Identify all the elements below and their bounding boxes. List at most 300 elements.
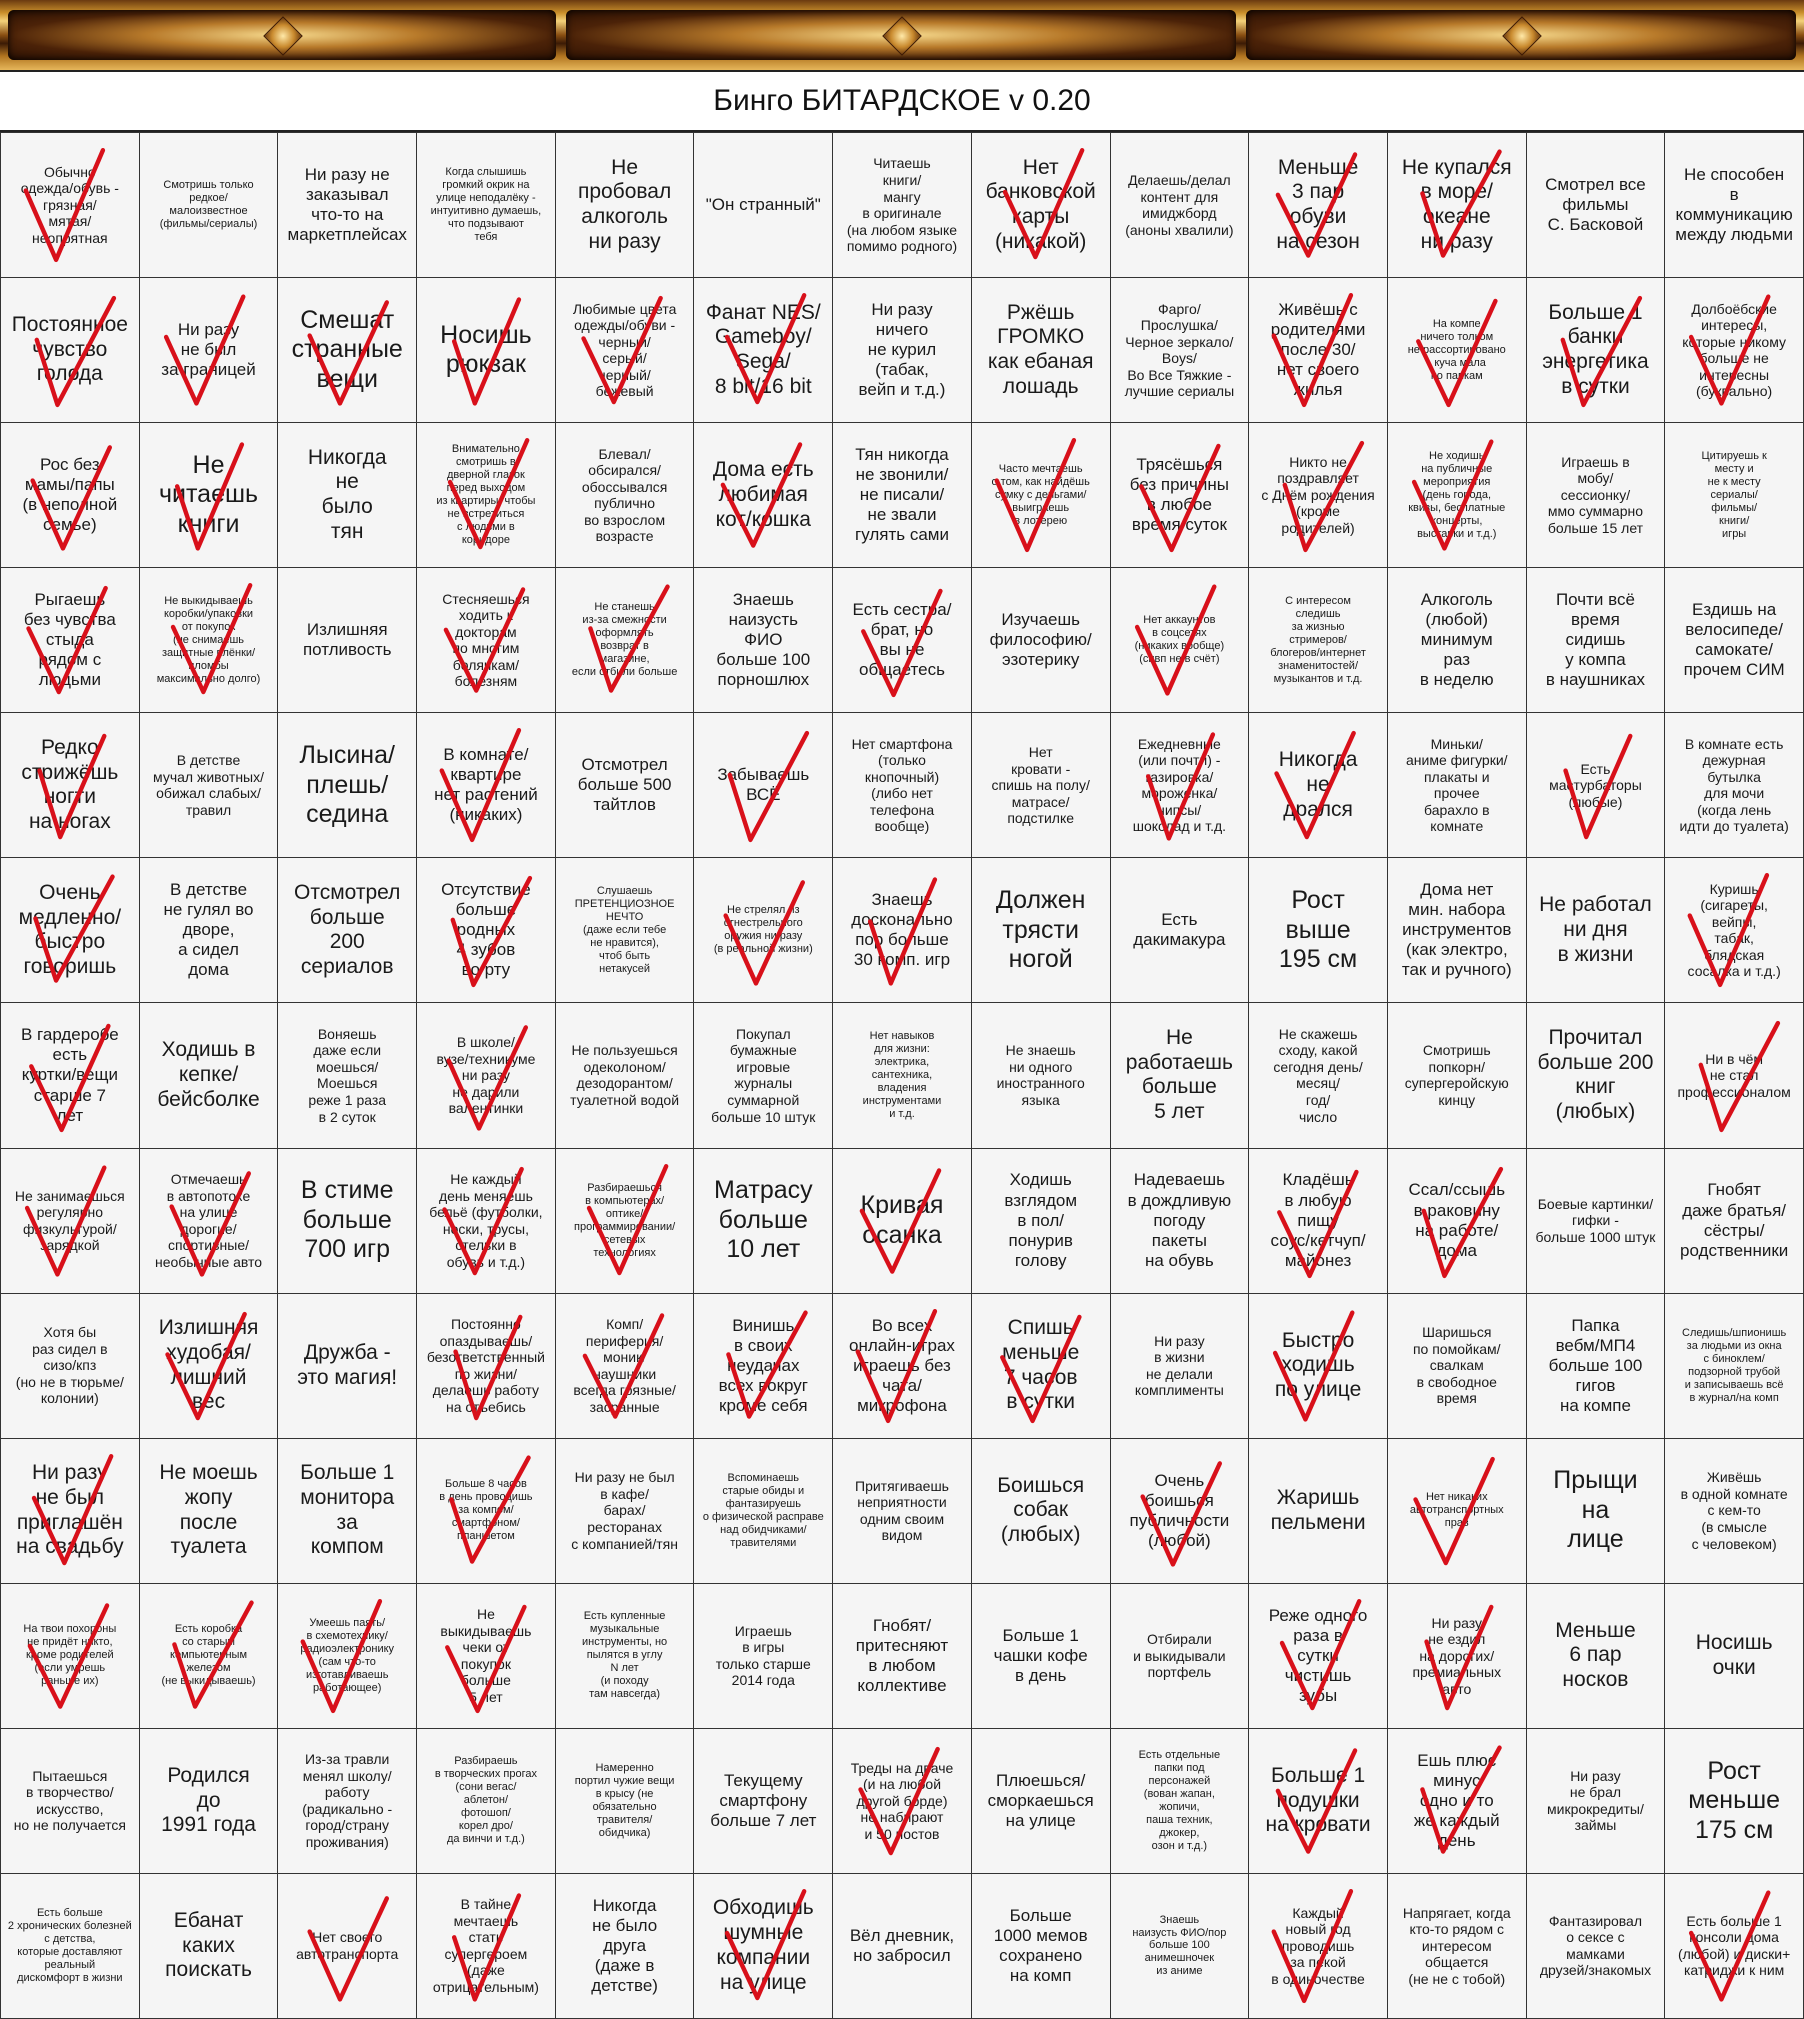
bingo-cell[interactable] [1111,133,1250,278]
bingo-cell[interactable] [1111,1874,1250,2019]
bingo-cell-text: Фанат NES/ Gameboy/ Sega/ 8 bit/16 bit [705,300,821,398]
bingo-cell-text: Прыщи на лице [1553,1466,1638,1554]
bingo-cell[interactable] [694,1149,833,1294]
bingo-cell[interactable] [1388,133,1527,278]
decorative-banner [0,0,1804,70]
bingo-cell[interactable] [556,133,695,278]
bingo-cell[interactable] [833,1439,972,1584]
bingo-cell-text: Ни разу ничего не курил (табак, вейп и т.д.) [858,299,946,400]
bingo-cell[interactable] [833,278,972,423]
bingo-cell[interactable] [1,1294,140,1439]
bingo-cell[interactable] [1,1729,140,1874]
bingo-cell[interactable] [1111,1149,1250,1294]
bingo-cell-text: Рыгаешь без чувства стыда рядом с людьми [23,590,116,690]
bingo-cell[interactable] [1,713,140,858]
bingo-cell[interactable] [972,568,1111,713]
bingo-cell-text: Не моешь жопу после туалета [159,1461,258,1559]
bingo-cell-text: Ни разу не был за границей [161,320,256,380]
bingo-cell[interactable] [140,858,279,1003]
bingo-cell[interactable] [278,1003,417,1148]
bingo-cell[interactable] [417,1294,556,1439]
bingo-cell-text: Намеренно портил чужие вещи в крысу (не обязательно травителя/ обидчика) [574,1761,675,1839]
bingo-cell[interactable] [278,1439,417,1584]
bingo-cell[interactable] [1249,1439,1388,1584]
bingo-cell-text: Разбираешь в творческих прогах (сони вегас/ аблетон/ фотошоп/ корел дро/ да винчи и т.д.) [434,1755,537,1846]
bingo-cell[interactable] [1388,1874,1527,2019]
bingo-cell[interactable] [833,423,972,568]
bingo-cell-text: Боишься собак (любых) [997,1473,1085,1547]
bingo-cell[interactable] [1111,1729,1250,1874]
bingo-cell-text: Пытаешься в творчество/ искусство, но не получается [13,1767,126,1834]
bingo-cell[interactable] [1665,278,1804,423]
bingo-cell-text: Дома нет мин. набора инструментов (как электро, так и ручного) [1401,880,1512,980]
bingo-cell[interactable] [1249,133,1388,278]
bingo-cell[interactable] [1249,423,1388,568]
bingo-cell[interactable] [417,1439,556,1584]
bingo-cell-text: Рост выше 195 см [1278,886,1358,974]
bingo-cell-text: Реже одного раза в сутки чистишь зубы [1268,1605,1368,1705]
bingo-cell[interactable] [417,1874,556,2019]
bingo-cell[interactable] [1665,1003,1804,1148]
bingo-cell[interactable] [278,278,417,423]
bingo-cell-text: Дружба - это магия! [297,1340,398,1389]
bingo-cell[interactable] [1665,1149,1804,1294]
bingo-cell-text: Спишь меньше 7 часов в сутки [1002,1316,1080,1414]
bingo-cell-text: Есть отдельные папки под персонажей (вован жапан, жопичи, паша техник, джокер, озон и т.д.) [1138,1749,1221,1852]
bingo-cell[interactable] [1,1149,140,1294]
bingo-cell[interactable] [833,1149,972,1294]
bingo-cell[interactable] [417,1003,556,1148]
bingo-cell-text: Не ходишь на публичные мероприятия (день города, квизы, бесплатные концерты, выставки и т.д.) [1408,449,1506,540]
bingo-cell-text: Больше 1 чашки кофе в день [993,1625,1088,1685]
bingo-cell-text: Не работаешь больше 5 лет [1125,1025,1233,1124]
bingo-cell[interactable] [1665,858,1804,1003]
bingo-cell[interactable] [972,133,1111,278]
bingo-cell[interactable] [694,133,833,278]
bingo-cell[interactable] [278,1729,417,1874]
bingo-cell[interactable] [833,858,972,1003]
bingo-cell-text: Следишь/шпионишь за людьми из окна с биноклем/ подзорной трубой и записываешь всё в журнал/на комп [1682,1326,1787,1404]
bingo-cell[interactable] [1527,858,1666,1003]
bingo-cell-text: На твои похороны не придёт никто, кроме родителей (если умрешь раньше их) [23,1623,117,1688]
bingo-cell-text: Из-за травли менял школу/ работу (радикально - город/страну проживания) [302,1751,393,1850]
bingo-cell-text: Матрасу больше 10 лет [713,1176,813,1264]
bingo-cell-text: Смотришь попкорн/ супергеройскую кинцу [1404,1042,1509,1108]
bingo-cell-text: В детстве не гулял во дворе, а сидел дома [163,880,254,980]
bingo-cell-text: Излишняя худобая/ лишний вес [158,1316,259,1414]
bingo-cell-text: Играешь в игры только старше 2014 года [715,1622,811,1689]
bingo-cell-text: Не купался в море/ океане ни разу [1401,155,1512,253]
bingo-cell[interactable] [1388,278,1527,423]
bingo-cell-text: Ежедневные (или почти) - газировка/ мороженка/ чипсы/ шоколад и т.д. [1132,735,1227,835]
bingo-cell[interactable] [140,1439,279,1584]
bingo-cell[interactable] [694,1003,833,1148]
bingo-cell[interactable] [1527,1439,1666,1584]
bingo-cell[interactable] [1249,713,1388,858]
bingo-cell-text: Плюешься/ сморкаешься на улице [987,1770,1094,1830]
bingo-cell[interactable] [1388,1729,1527,1874]
bingo-cell[interactable] [1388,1584,1527,1729]
bingo-cell[interactable] [972,713,1111,858]
bingo-cell-text: Должен трясти ногой [995,886,1086,974]
bingo-cell-text: Во всех онлайн-играх играешь без чата/ микрофона [849,1315,955,1415]
bingo-cell[interactable] [833,1729,972,1874]
bingo-cell[interactable] [1527,568,1666,713]
bingo-cell-text: Куришь (сигареты, вейпы, табак, блядская сосалка и т.д.) [1687,880,1781,980]
bingo-cell[interactable] [140,1729,279,1874]
bingo-cell-text: Больше 1000 мемов сохранено на комп [993,1905,1088,1985]
bingo-cell-text: Ржёшь ГРОМКО как ебаная лошадь [987,300,1094,398]
bingo-cell-text: Ни разу в жизни не делали комплименты [1134,1332,1224,1399]
bingo-cell-text: Фарго/ Прослушка/ Черное зеркало/ Boys/ Во Все Тяжкие - лучшие сериалы [1124,300,1235,400]
bingo-cell-text: Отбирали и выкидывали портфель [1133,1631,1226,1681]
bingo-cell[interactable] [833,133,972,278]
bingo-cell[interactable] [1,1874,140,2019]
bingo-cell-text: Отмечаешь в автопотоке на улице дорогие/ спортивные/ необычные авто [154,1171,263,1270]
bingo-cell-text: Не работал ни дня в жизни [1539,893,1652,966]
bingo-cell[interactable] [1249,1874,1388,2019]
bingo-cell[interactable] [556,423,695,568]
bingo-cell[interactable] [140,1584,279,1729]
bingo-cell-text: Ни разу не был приглашён на свадьбу [16,1461,124,1559]
bingo-cell[interactable] [140,1003,279,1148]
bingo-cell-text: Ебанат каких поискать [165,1908,252,1982]
bingo-cell[interactable] [1,858,140,1003]
bingo-cell-text: Цитируешь к месту и не к месту сериалы/ фильмы/ книги/ игры [1701,449,1767,540]
bingo-cell[interactable] [1388,1294,1527,1439]
bingo-cell[interactable] [1527,278,1666,423]
bingo-cell[interactable] [1665,1294,1804,1439]
bingo-cell-text: Притягиваешь неприятности одним своим видом [855,1477,949,1544]
bingo-cell-text: Очень медленно/ быстро говоришь [18,880,122,979]
bingo-cell-text: Воняешь даже если моешься/ Моешься реже 1 раза в 2 суток [308,1025,387,1125]
bingo-cell[interactable] [1527,1003,1666,1148]
bingo-cell[interactable] [556,278,695,423]
bingo-cell[interactable] [1665,1729,1804,1874]
bingo-cell[interactable] [556,858,695,1003]
bingo-cell-text: В школе/ вузе/техникуме ни разу не дарили валентинки [436,1034,536,1117]
bingo-cell-text: Никто не поздравляет с Днём рождения (кроме родителей) [1261,453,1375,536]
bingo-cell-text: Носишь рюкзак [440,320,532,379]
bingo-cell[interactable] [1388,858,1527,1003]
bingo-cell[interactable] [694,278,833,423]
bingo-cell[interactable] [278,713,417,858]
bingo-cell-text: Ездишь на велосипеде/ самокате/ прочем СИМ [1683,600,1785,680]
bingo-cell-text: Редко стрижёшь ногти на ногах [21,735,119,834]
bingo-cell-text: Стесняешься ходить к докторам по многим болячкам/ болезням [442,590,530,690]
bingo-cell-text: Внимательно смотришь в дверной глазок перед выходом из квартиры, чтобы не встретиться с людьми в коридоре [436,443,536,547]
bingo-cell[interactable] [1665,1874,1804,2019]
bingo-cell[interactable] [1,1439,140,1584]
bingo-cell-text: Часто мечтаешь о том, как найдёшь сумку с деньгами/ выиграешь в лотерею [991,462,1090,527]
bingo-cell-text: Лысина/ плешь/ седина [299,741,395,829]
bingo-cell[interactable] [278,423,417,568]
bingo-cell-text: Живёшь в одной комнате с кем-то (в смысле с человеком) [1680,1469,1788,1552]
bingo-cell[interactable] [140,1294,279,1439]
bingo-cell-text: "Он странный" [705,195,821,214]
bingo-cell-text: Тян никогда не звонили/ не писали/ не звали гулять сами [855,445,949,545]
bingo-cell-text: Есть купленные музыкальные инструменты, но пылятся в углу N лет (и походу там навсегда) [582,1610,668,1701]
bingo-cell[interactable] [1111,1439,1250,1584]
bingo-cell[interactable] [1111,1584,1250,1729]
bingo-cell[interactable] [556,1729,695,1874]
bingo-cell-text: Меньше 6 пар носков [1555,1618,1636,1692]
bingo-cell-text: Разбираешься в компьютерах/ оптике/ программировании/ сетевых технологиях [574,1181,676,1259]
bingo-cell-text: Играешь в мобу/ сессионку/ ммо суммарно больше 15 лет [1547,453,1644,536]
bingo-cell-text: Жаришь пельмени [1270,1485,1366,1534]
bingo-cell[interactable] [278,133,417,278]
bingo-cell-text: Быстро ходишь по улице [1274,1328,1362,1402]
bingo-cell[interactable] [140,713,279,858]
bingo-cell-text: Есть дакимакура [1133,910,1226,950]
bingo-cell[interactable] [694,1729,833,1874]
bingo-cell-text: Нет кровати - спишь на полу/ матрасе/ подстилке [991,744,1090,827]
bingo-cell[interactable] [278,1294,417,1439]
bingo-cell[interactable] [1527,1729,1666,1874]
bingo-cell[interactable] [1249,278,1388,423]
bingo-cell[interactable] [1665,568,1804,713]
bingo-cell[interactable] [694,1874,833,2019]
bingo-cell-text: Никогда не дрался [1278,748,1358,821]
bingo-cell[interactable] [1388,1439,1527,1584]
bingo-cell[interactable] [417,1149,556,1294]
bingo-cell[interactable] [1111,423,1250,568]
bingo-cell-text: Гнобят даже братья/ сёстры/ родственники [1680,1180,1789,1260]
bingo-cell[interactable] [278,568,417,713]
bingo-cell[interactable] [140,568,279,713]
bingo-cell[interactable] [140,423,279,568]
bingo-cell[interactable] [1388,1003,1527,1148]
bingo-cell[interactable] [278,858,417,1003]
bingo-cell-text: Читаешь книги/ мангу в оригинале (на любом языке помимо родного) [846,155,958,255]
bingo-cell[interactable] [1111,713,1250,858]
bingo-cell-text: Забываешь ВСЁ [717,765,810,805]
bingo-cell[interactable] [1527,713,1666,858]
bingo-cell[interactable] [972,1439,1111,1584]
bingo-cell[interactable] [556,568,695,713]
bingo-cell[interactable] [972,1149,1111,1294]
bingo-cell[interactable] [694,1294,833,1439]
bingo-cell-text: Гнобят/ притесняют в любом коллективе [855,1615,949,1695]
bingo-cell[interactable] [1527,1149,1666,1294]
bingo-cell[interactable] [1249,1003,1388,1148]
bingo-cell[interactable] [1527,423,1666,568]
bingo-cell-text: Есть больше 2 хронических болезней с детства, которые доставляют реальный дискомфорт в жизни [7,1907,132,1984]
bingo-cell-text: Слушаешь ПРЕТЕНЦИОЗНОЕ НЕЧТО (даже если тебе не нравится), чтоб быть нетакусей [574,885,675,975]
bingo-cell[interactable] [694,568,833,713]
bingo-cell[interactable] [1665,423,1804,568]
bingo-cell-text: В тайне мечтаешь стать супергероем (даже отрицательным) [432,1896,539,1995]
bingo-cell[interactable] [1111,858,1250,1003]
bingo-cell[interactable] [556,1584,695,1729]
bingo-cell-text: Не знаешь ни одного иностранного языка [996,1042,1085,1108]
bingo-cell[interactable] [417,858,556,1003]
bingo-cell[interactable] [1388,423,1527,568]
bingo-cell[interactable] [694,1584,833,1729]
bingo-cell[interactable] [1,423,140,568]
bingo-cell[interactable] [972,1003,1111,1148]
bingo-cell-text: Кладёшь в любую пищу соус/кетчуп/ майонез [1270,1170,1366,1270]
bingo-cell-text: Есть сестра/ брат, но вы не общаетесь [852,600,952,680]
bingo-cell-text: В комнате/ квартире нет растений (никаких) [434,745,538,825]
bingo-cell-text: Родился до 1991 года [161,1763,256,1837]
bingo-cell-text: Треды на дваче (и на любой другой борде) не набирают и 50 постов [850,1759,954,1842]
bingo-cell[interactable] [1,133,140,278]
bingo-cell-text: Знаешь наизусть ФИО больше 100 порношлюх [716,590,811,690]
bingo-cell[interactable] [1527,1584,1666,1729]
bingo-cell[interactable] [278,1149,417,1294]
bingo-cell[interactable] [1111,1294,1250,1439]
bingo-cell-text: Ни разу не заказывал что-то на маркетплейсах [287,164,407,245]
bingo-cell-text: Не каждый день меняешь бельё (футболки, носки, трусы, стельки в обувь и т.д.) [429,1171,543,1270]
bingo-cell-text: Нет никаких автотранспортных прав [1409,1491,1504,1530]
bingo-cell-text: Есть мастурбаторы (любые) [1549,760,1642,810]
bingo-cell-text: Шаришься по помойкам/ свалкам в свободное время [1412,1324,1501,1407]
bingo-cell[interactable] [417,423,556,568]
bingo-cell[interactable] [1,278,140,423]
bingo-cell-text: Есть коробка со старым компьютерным железом (не выкидываешь) [161,1623,256,1688]
bingo-cell[interactable] [417,133,556,278]
bingo-cell-text: Не станешь из-за смежности оформлять возврат в магазине, если отбили больше [571,601,678,679]
bingo-cell-text: Каждый новый год проводишь за пекой в одиночестве [1271,1904,1365,1987]
bingo-cell-text: Прочитал больше 200 книг (любых) [1537,1025,1654,1124]
bingo-cell-text: Есть больше 1 консоли дома (любой) и диски+ катриджи к ним [1677,1912,1791,1979]
bingo-cell-text: Боевые картинки/ гифки - больше 1000 штук [1535,1195,1656,1245]
bingo-cell-text: Кривая осанка [860,1191,944,1249]
bingo-cell-text: Нет смартфона (только кнопочный) (либо нет телефона вообще) [851,735,953,835]
bingo-cell[interactable] [694,423,833,568]
bingo-cell-text: Смешат странные вещи [291,305,403,393]
bingo-cell[interactable] [417,713,556,858]
bingo-cell-text: Постоянное чувство голода [11,312,128,386]
bingo-cell[interactable] [972,858,1111,1003]
bingo-cell-text: Текущему смартфону больше 7 лет [710,1770,817,1830]
bingo-cell-text: Рост меньше 175 см [1688,1756,1781,1844]
bingo-cell[interactable] [1388,713,1527,858]
bingo-cell[interactable] [417,1729,556,1874]
bingo-cell[interactable] [1665,713,1804,858]
bingo-cell-text: Миньки/ аниме фигурки/ плакаты и прочее барахло в комнате [1405,735,1508,835]
bingo-cell[interactable] [833,1874,972,2019]
bingo-cell[interactable] [556,1439,695,1584]
bingo-cell-text: Папка вебм/МП4 больше 100 гигов на компе [1548,1315,1643,1415]
bingo-cell-text: Любимые цвета одежды/обуви - черный/ серый/ черный/ бежевый [572,300,677,400]
bingo-cell-text: Ни разу не брал микрокредиты/ займы [1547,1767,1644,1834]
bingo-cell[interactable] [1249,1149,1388,1294]
bingo-cell-text: Комп/ периферия/ моник/ наушники всегда грязные/ засранные [573,1316,676,1415]
bingo-cell[interactable] [1665,1584,1804,1729]
bingo-cell[interactable] [1665,133,1804,278]
bingo-cell-text: Ходишь взглядом в пол/ понурив голову [1004,1170,1078,1270]
bingo-cell[interactable] [1527,1874,1666,2019]
bingo-cell[interactable] [833,1584,972,1729]
bingo-cell[interactable] [140,1874,279,2019]
bingo-cell[interactable] [833,568,972,713]
bingo-cell[interactable] [972,278,1111,423]
bingo-grid [0,132,1804,2019]
bingo-cell-text: Трясёшься без причины в любое время суток [1129,455,1229,535]
bingo-cell[interactable] [1249,858,1388,1003]
bingo-cell[interactable] [1,568,140,713]
bingo-cell[interactable] [972,1874,1111,2019]
bingo-cell[interactable] [140,1149,279,1294]
bingo-cell[interactable] [417,1584,556,1729]
bingo-cell[interactable] [1527,133,1666,278]
bingo-cell-text: Очень боишься публичности (любой) [1129,1470,1230,1550]
bingo-cell[interactable] [1388,1149,1527,1294]
bingo-cell-text: Знаешь наизусть ФИО/пор больше 100 анимешночек из аниме [1132,1913,1227,1978]
bingo-cell-text: Не выкидываешь коробки/упаковки от покупок (не снимаешь защитные плёнки/ пломбы максимально долго) [156,594,261,685]
bingo-cell[interactable] [417,568,556,713]
bingo-cell[interactable] [972,423,1111,568]
bingo-cell-text: Отсмотрел больше 200 сериалов [294,880,401,979]
bingo-cell-text: Надеваешь в дождливую погоду пакеты на обувь [1127,1170,1232,1270]
bingo-cell[interactable] [1,1584,140,1729]
bingo-cell[interactable] [1249,1294,1388,1439]
bingo-cell-text: Вёл дневник, но забросил [849,1925,955,1965]
bingo-cell[interactable] [278,1584,417,1729]
bingo-cell[interactable] [1111,568,1250,713]
bingo-cell[interactable] [556,1874,695,2019]
bingo-cell-text: Фантазировал о сексе с мамками друзей/знакомых [1539,1912,1652,1979]
bingo-cell-text: Обычно одежда/обувь - грязная/ мятая/ неопрятная [20,163,119,246]
bingo-cell-text: Больше 1 монитора за компом [300,1461,395,1559]
bingo-cell-text: Ни разу не ездил на дорогих/ премиальных авто [1412,1614,1502,1697]
bingo-cell[interactable] [972,1584,1111,1729]
bingo-cell[interactable] [1665,1439,1804,1584]
bingo-cell-text: Умеешь паять/ в схемотехнику/ радиоэлектронику (сам что-то изготавливаешь работающее) [300,1616,395,1694]
bingo-cell[interactable] [1249,1584,1388,1729]
bingo-cell[interactable] [694,1439,833,1584]
bingo-cell[interactable] [972,1294,1111,1439]
bingo-cell[interactable] [1111,1003,1250,1148]
bingo-cell[interactable] [1249,1729,1388,1874]
bingo-cell[interactable] [833,1003,972,1148]
bingo-cell[interactable] [833,713,972,858]
bingo-cell-text: Нет навыков для жизни: электрика, сантехника, владения инструментами и т.д. [862,1030,942,1120]
bingo-cell-text: Живёшь с родителями после 30/ нет своего жилья [1270,299,1366,400]
bingo-cell[interactable] [972,1729,1111,1874]
bingo-cell-text: Больше 1 банки энергетика в сутки [1542,300,1649,398]
bingo-cell[interactable] [1388,568,1527,713]
bingo-cell[interactable] [694,713,833,858]
bingo-cell[interactable] [140,278,279,423]
bingo-cell[interactable] [278,1874,417,2019]
bingo-cell[interactable] [417,278,556,423]
bingo-cell[interactable] [556,713,695,858]
bingo-cell[interactable] [140,133,279,278]
bingo-cell-text: Обходишь шумные компании на улице [712,1896,814,1994]
bingo-cell[interactable] [556,1149,695,1294]
bingo-cell-text: Алкоголь (любой) минимум раз в неделю [1419,590,1494,690]
bingo-cell[interactable] [1527,1294,1666,1439]
bingo-cell-text: Ходишь в кепке/ бейсболке [157,1038,260,1111]
bingo-cell[interactable] [1,1003,140,1148]
bingo-cell-text: Не стрелял из огнестрельного оружия ни разу (в реальной жизни) [713,904,813,956]
bingo-cell[interactable] [556,1003,695,1148]
bingo-cell[interactable] [1111,278,1250,423]
bingo-cell[interactable] [1249,568,1388,713]
bingo-cell-text: Изучаешь философию/ эзотерику [989,610,1092,670]
bingo-cell-text: Вспоминаешь старые обиды и фантазируешь о физической расправе над обидчиками/ травителями [702,1471,824,1549]
bingo-cell-text: Носишь очки [1695,1631,1773,1679]
bingo-cell-text: Нет аккаунтов в соцсетях (никаких вообще) (сивп не в счёт) [1134,614,1225,666]
bingo-cell-text: Ссал/ссышь в раковину на работе/ дома [1408,1180,1506,1260]
page-title: Бинго БИТАРДСКОЕ v 0.20 [0,70,1804,132]
bingo-cell[interactable] [556,1294,695,1439]
bingo-cell[interactable] [694,858,833,1003]
bingo-cell[interactable] [833,1294,972,1439]
